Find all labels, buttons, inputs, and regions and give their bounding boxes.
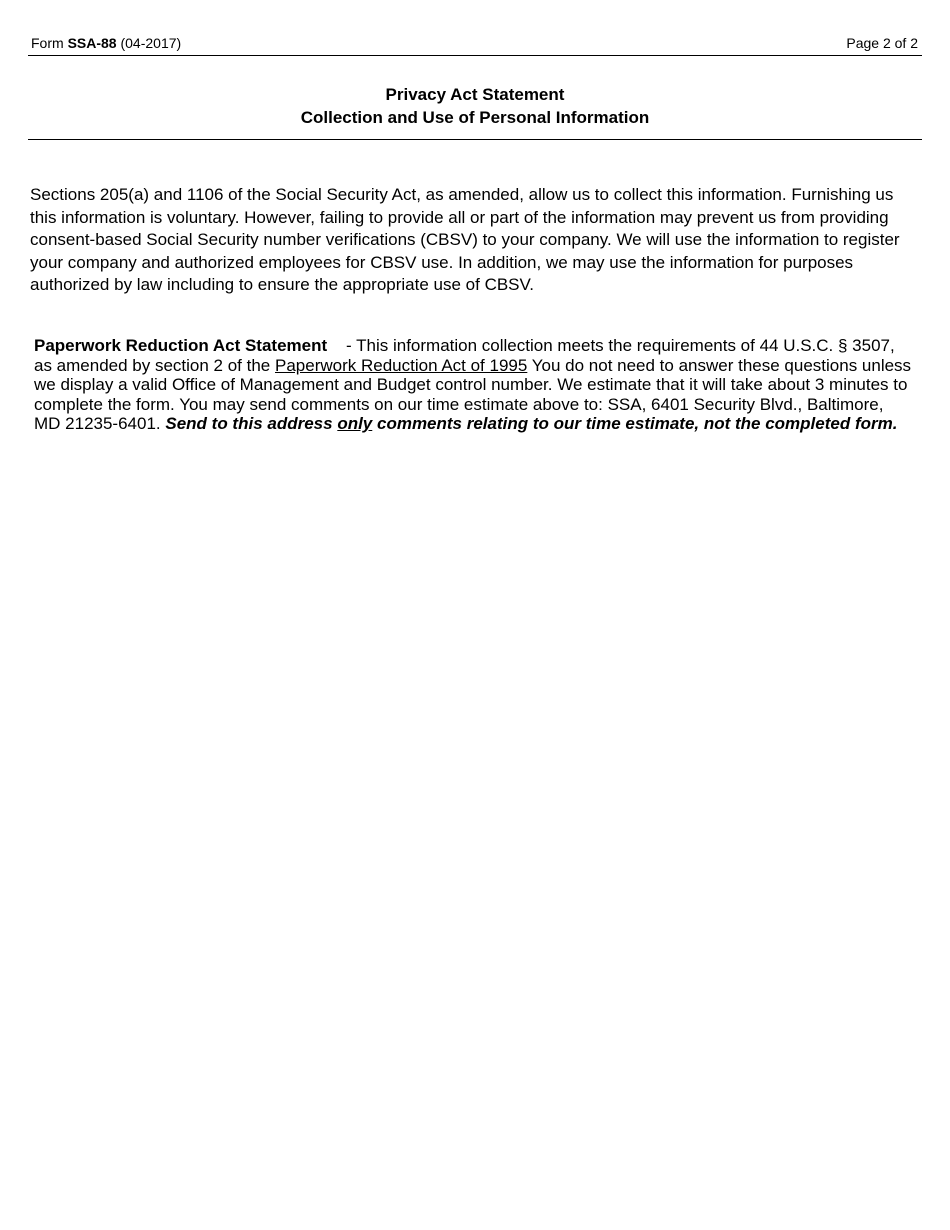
form-date: (04-2017) <box>116 35 182 51</box>
paperwork-act-link[interactable]: Paperwork Reduction Act of 1995 <box>275 355 528 375</box>
paperwork-emphasis-only: only <box>337 414 373 434</box>
statement-title <box>28 83 922 140</box>
title-line-2: Collection and Use of Personal Information <box>300 108 650 127</box>
paperwork-emphasis-1: Send to this address <box>165 414 338 434</box>
paperwork-text-1: - This information collection meets the requirements of 44 U.S.C. § 3507, as amended by section 2 of the <box>34 336 900 375</box>
form-identifier <box>31 35 181 51</box>
paperwork-emphasis-2: comments relating to our time estimate, not the completed form. <box>372 414 898 434</box>
page-number: Page 2 of 2 <box>846 35 918 51</box>
paperwork-reduction-statement <box>34 336 914 434</box>
form-number: SSA-88 <box>67 35 117 51</box>
paperwork-heading: Paperwork Reduction Act Statement <box>34 336 328 355</box>
paperwork-text-2: You do not need to answer these questions unless we display a valid Office of Management and Budget control number. We estimate that it will take about 3 minutes to complete the form. You may send comments on our time estimate above to: SSA, 6401 Security Blvd., Baltimore, MD 21235-6401. <box>34 355 912 434</box>
form-prefix: Form <box>31 35 68 51</box>
page-header <box>28 33 922 56</box>
privacy-act-text: Sections 205(a) and 1106 of the Social Security Act, as amended, allow us to collect this information. Furnishing us this information is voluntary. However, failing to provide all or part of the information may prevent us from providing consent-based Social Security number verifications (CBSV) to your company. We will use the information to register your company and authorized employees for CBSV use. In addition, we may use the information for purposes authorized by law including to ensure the appropriate use of CBSV. <box>30 185 900 294</box>
title-line-1: Privacy Act Statement <box>385 85 565 104</box>
